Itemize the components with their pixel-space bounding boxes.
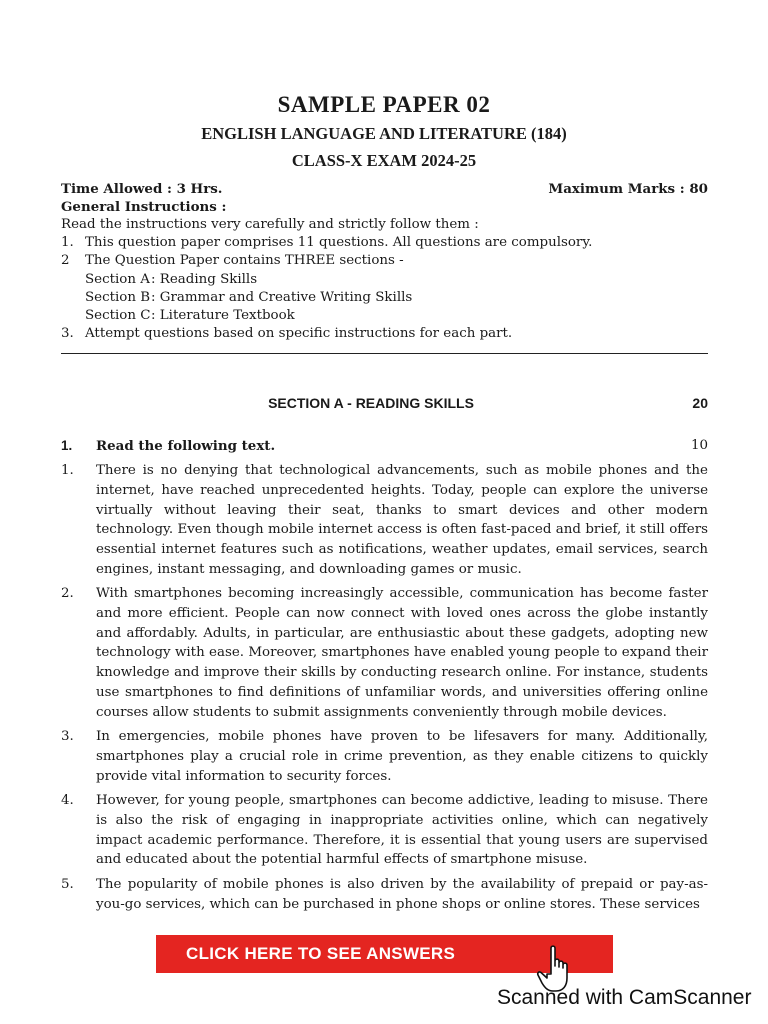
- instructions-block: [61, 216, 711, 343]
- see-answers-label: CLICK HERE TO SEE ANSWERS: [186, 944, 456, 963]
- passage-paragraph: 2. With smartphones becoming increasingly accessible, communication has become faster and more efficient. People can now connect with loved ones across the globe instantly and affordably. Adults, in particular, are enthusiastic about these gadgets, adopting new technology with ease. Moreover, smartphones have enabled young people to expand their knowledge and improve their skills by conducting research online. For instance, students use smartphones to find definitions of unfamiliar words, and universities offering online courses allow students to submit assignments conveniently through mobile devices.: [61, 586, 708, 720]
- divider: [61, 353, 708, 354]
- camscanner-watermark: Scanned with CamScanner: [497, 986, 752, 1009]
- section-list-item: Section B: Grammar and Creative Writing Skills: [85, 289, 413, 305]
- maximum-marks: Maximum Marks : 80: [548, 181, 708, 197]
- instructions-intro: Read the instructions very carefully and strictly follow them :: [61, 217, 479, 232]
- question-number: 1.: [61, 438, 73, 453]
- passage-paragraph: 5. The popularity of mobile phones is also driven by the availability of prepaid or pay-as-you-go services, which can be purchased in phone shops or online stores. These services: [61, 877, 708, 912]
- question-text: Read the following text.: [96, 438, 276, 454]
- section-a-title: SECTION A - READING SKILLS: [268, 395, 474, 411]
- paper-exam: CLASS-X EXAM 2024-25: [291, 151, 477, 170]
- instruction-item: 3. Attempt questions based on specific instructions for each part.: [61, 326, 513, 342]
- paper-subject: ENGLISH LANGUAGE AND LITERATURE (184): [201, 124, 567, 143]
- meta-block: [61, 180, 708, 216]
- section-list-item: Section A: Reading Skills: [85, 271, 258, 287]
- question-marks: 10: [690, 438, 708, 453]
- general-instructions-heading: General Instructions :: [61, 199, 227, 215]
- instruction-item: 2 The Question Paper contains THREE sections -: [61, 253, 404, 269]
- passage-paragraph: 4. However, for young people, smartphones can become addictive, leading to misuse. There is also the risk of engaging in inappropriate activities online, which can negatively impact academic performance. Therefore, it is essential that young users are supervised and educated about the potential harmful effects of smartphone misuse.: [61, 793, 708, 868]
- section-a-marks: 20: [692, 395, 708, 411]
- time-allowed: Time Allowed : 3 Hrs.: [61, 181, 223, 197]
- instruction-item: 1. This question paper comprises 11 questions. All questions are compulsory.: [61, 235, 593, 251]
- passage-paragraph: 1. There is no denying that technological advancements, such as mobile phones and the internet, have reached unprecedented heights. Today, people can explore the universe virtually without leaving their seat, thanks to smart devices and other modern technology. Even though mobile internet access is often fast-paced and brief, it still offers essential internet features such as notifications, weather updates, email services, search engines, instant messaging, and downloading games or music.: [61, 463, 708, 577]
- section-list-item: Section C: Literature Textbook: [85, 308, 295, 324]
- passage-paragraph: 3. In emergencies, mobile phones have proven to be lifesavers for many. Additionally, smartphones play a crucial role in crime prevention, as they enable citizens to quickly provide vital information to security forces.: [61, 729, 708, 784]
- paper-title: SAMPLE PAPER 02: [277, 92, 491, 117]
